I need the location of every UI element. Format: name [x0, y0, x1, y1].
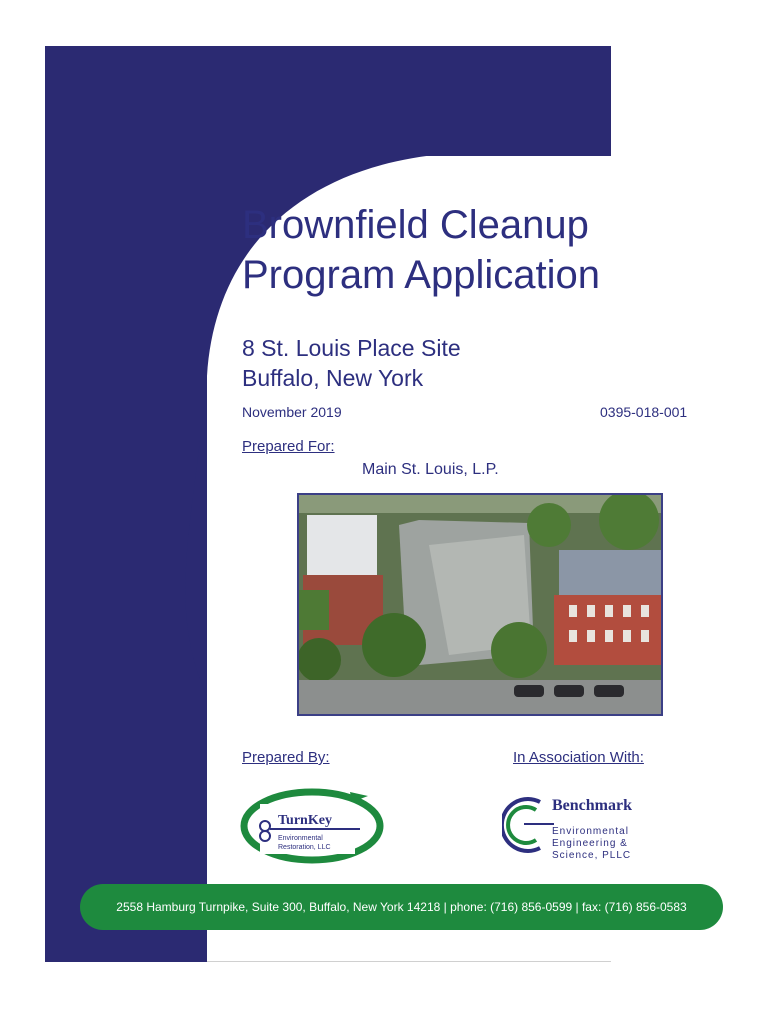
- title-line-1: Brownfield Cleanup: [242, 203, 589, 247]
- client-name: Main St. Louis, L.P.: [362, 461, 499, 478]
- benchmark-line-2: Engineering &: [552, 838, 628, 849]
- project-number: 0395-018-001: [600, 404, 688, 420]
- turnkey-logo: [240, 784, 390, 864]
- benchmark-line-1: Environmental: [552, 826, 629, 837]
- site-aerial-photo: [297, 493, 663, 716]
- document-date: November 2019: [242, 404, 342, 420]
- aerial-photo-illustration: [299, 495, 661, 714]
- document-title: [242, 200, 662, 300]
- turnkey-line-2: Restoration, LLC: [278, 844, 331, 851]
- bottom-rule: [207, 961, 611, 962]
- benchmark-name: Benchmark: [552, 797, 632, 814]
- site-location: Buffalo, New York: [242, 365, 424, 391]
- prepared-for-label: Prepared For:: [242, 438, 335, 455]
- benchmark-line-3: Science, PLLC: [552, 850, 632, 861]
- title-line-2: Program Application: [242, 253, 600, 297]
- footer-contact-text: 2558 Hamburg Turnpike, Suite 300, Buffalo, New York 14218 | phone: (716) 856-0599 | fax: (716) 856-0583: [116, 900, 687, 914]
- association-label: In Association With:: [513, 749, 644, 766]
- site-name: 8 St. Louis Place Site: [242, 335, 461, 361]
- prepared-by-label: Prepared By:: [242, 749, 330, 766]
- turnkey-name: TurnKey: [278, 813, 332, 828]
- turnkey-line-1: Environmental: [278, 835, 323, 842]
- footer-contact-bar: [80, 884, 723, 930]
- benchmark-logo: [502, 790, 662, 865]
